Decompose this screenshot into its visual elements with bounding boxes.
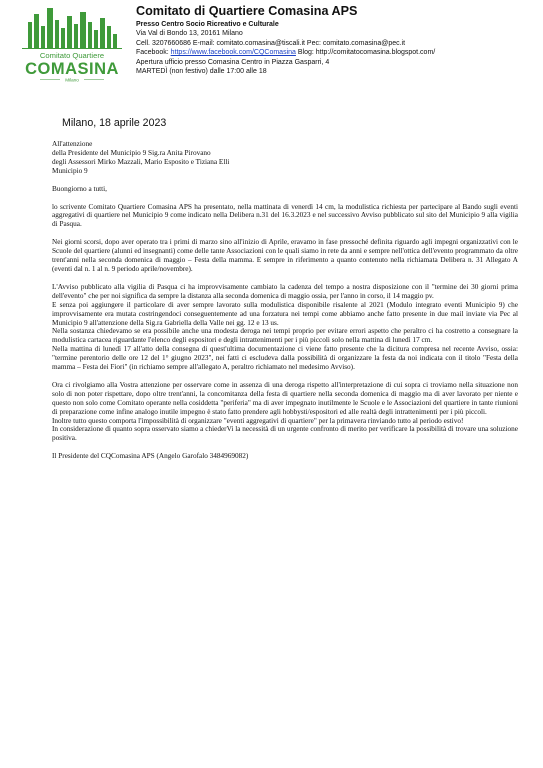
paragraph-4: E senza poi aggiungere il particolare di aver sempre lavorato sulla modulistica disponibile risalente al 2021 (Modulo integrato eventi Municipio 9) che improvvisamente era mutata costringendoci conseguentemente ad una forzatura nei tempi come abbiamo anche fatto presente in due mail inviate via Pec al Municipio 9 all'attenzione della Sig.ra Gabriella della Valle nei gg. 12 e 13 us. <box>52 300 518 327</box>
facebook-label: Facebook: <box>136 49 171 57</box>
paragraph-7: Ora ci rivolgiamo alla Vostra attenzione per osservare come in assenza di una deroga rispetto all'interpretazione di cui sopra ci troviamo nella situazione non solo di non poter rispettare, dopo oltre trent'anni, la concomitanza della festa di quartiere nella seconda domenica di maggio ma di aver lavorato per niente e questo non solo come Comitato operante nella cosiddetta "periferia" ma di aver impegnato inutilmente le Scuole e le Associazioni del quartiere in tante riunioni di preparazione come infine analogo inutile impegno è stato fatto prendere agli hobbysti/espositori ed alle realtà degli intrattenimenti per i più piccoli. <box>52 380 518 416</box>
office-hours: MARTEDÌ (non festivo) dalle 17:00 alle 18 <box>136 68 267 76</box>
organization-social <box>136 48 536 58</box>
recipient-assessors: degli Assessori Mirko Mazzali, Mario Esposito e Tiziana Elli <box>52 157 230 166</box>
comasina-logo <box>10 4 138 82</box>
paragraph-9: In considerazione di quanto sopra osservato siamo a chiederVi la necessità di un urgente confronto di merito per verificare la possibilità di trovare una soluzione positiva. <box>52 425 518 443</box>
paragraph-6: Nella mattina di lunedì 17 all'atto della consegna di quest'ultima documentazione ci viene fatto presente che la dicitura compresa nel recente Avviso, ossia: "termine perentorio delle ore 12 del 1° giugno 2023", nei fatti ci escludeva dalla possibilità di organizzare la festa da noi indicata con il titolo "Festa della mamma – Festa dei Fiori" (in richiamo sempre all'allegato A, peraltro richiamato nel medesimo Avviso). <box>52 345 518 372</box>
paragraph-8: Inoltre tutto questo comporta l'impossibilità di organizzare "eventi aggregativi di quartiere" per la primavera rinviando tutto al periodo estivo! <box>52 416 464 425</box>
organization-title: Comitato di Quartiere Comasina APS <box>136 4 358 18</box>
paragraph-2: Nei giorni scorsi, dopo aver operato tra i primi di marzo sino all'inizio di Aprile, eravamo in fase pressoché definita riguardo agli impegni organizzativi con le Scuole del quartiere (alunni ed insegnanti) come delle tante Associazioni con le quali siamo in rete da anni e sempre nell'ottica dell'evento programmato da oltre trent'anni nella seconda domenica di maggio – Festa della mamma. E sempre in riferimento a quanto contenuto nella richiamata Delibera n. 31 Allegato A (eventi dal n. 1 al n. 9 periodo aprile/novembre). <box>52 238 518 273</box>
logo-graphic <box>10 4 138 82</box>
organization-address: Via Val di Bondo 13, 20161 Milano <box>136 30 243 37</box>
organization-contacts: Cell. 3207660686 E-mail: comitato.comasina@tiscali.it Pec: comitato.comasina@pec.it <box>136 39 406 47</box>
letter-date: Milano, 18 aprile 2023 <box>62 117 167 129</box>
greeting: Buongiorno a tutti, <box>52 184 107 193</box>
recipient-president: della Presidente del Municipio 9 Sig.ra Anita Pirovano <box>52 148 211 157</box>
paragraph-3: L'Avviso pubblicato alla vigilia di Pasqua ci ha improvvisamente cambiato la cadenza del tempo a nostra disposizione con il "termine dei 30 giorni prima dell'evento" che per noi significa da sempre la distanza alla seconda domenica di maggio ossia, per l'anno in corso, il 14 maggio pv. <box>52 282 518 300</box>
letterhead <box>136 4 536 77</box>
logo-text-bottom: Milano <box>65 77 79 82</box>
blog-label: Blog: http://comitatocomasina.blogspot.com/ <box>295 49 436 57</box>
recipient-municipio: Municipio 9 <box>52 166 88 175</box>
office-location: Apertura ufficio presso Comasina Centro in Piazza Gasparri, 4 <box>136 58 330 66</box>
paragraph-5: Nella sostanza chiedevamo se era possibile anche una modesta deroga nei tempi proprio per evitare errori aspetto che peraltro ci ha costretto a consegnare la modulistica cartacea riguardante l'elenco degli espositori e degli intrattenimenti per i più piccoli solo nella mattina di lunedì 17 cm. <box>52 327 518 345</box>
paragraph-1: lo scrivente Comitato Quartiere Comasina APS ha presentato, nella mattinata di venerdì 14 cm, la modulistica richiesta per partecipare al Bando sugli eventi aggregativi di quartiere nel Municipio 9 come indicato nella Delibera n.31 del 16.3.2023 e nel successivo Avviso pubblicato sul sito del Municipio 9 alla vigilia di Pasqua. <box>52 202 518 229</box>
facebook-link[interactable]: https://www.facebook.com/CQComasina <box>170 49 296 57</box>
logo-text-top: Comitato Quartiere <box>39 51 105 60</box>
skyline-icon <box>28 8 117 48</box>
letter-body <box>52 140 518 461</box>
attention-line: All'attenzione <box>52 140 93 148</box>
organization-subtitle: Presso Centro Socio Ricreativo e Culturale <box>136 21 279 28</box>
logo-text-main: COMASINA <box>25 60 119 78</box>
signature: Il Presidente del CQComasina APS (Angelo Garofalo 3484969082) <box>52 452 249 461</box>
